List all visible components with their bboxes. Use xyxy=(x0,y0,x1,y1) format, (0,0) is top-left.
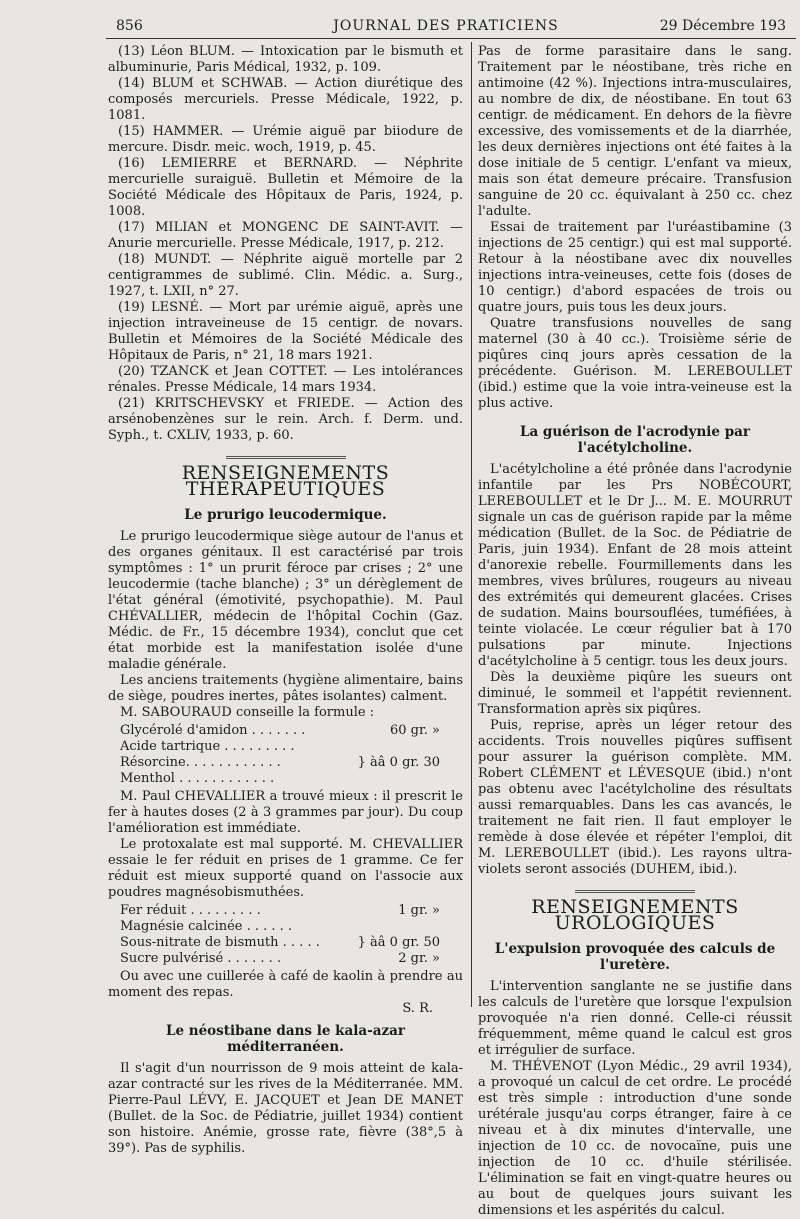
paragraph: M. THÉVENOT (Lyon Médic., 29 avril 1934), a provoqué un calcul de cet ordre. Le procédé est très simple : introduction d'une sonde urétérale jusqu'au corps étranger, faire à ce niveau et à dix minutes d'intervalle, une injection de 10 cc. de novocaïne, puis une injection de 10 cc. d'huile stérilisée. L'élimination se fait en vingt-quatre heures ou au bout de quelques jours suivant les dimensions et les aspérités du calcul. xyxy=(478,1059,792,1218)
formula-row xyxy=(120,755,440,771)
page-header xyxy=(106,14,786,40)
paragraph: Le prurigo leucodermique siège autour de l'anus et des organes génitaux. Il est caractérisé par trois symptômes : 1° un prurit féroce par crises ; 2° une leucodermie (tache blanche) ; 3° un dérèglement de l'état général (émotivité, psychopathie). M. Paul CHÉVALLIER, médecin de l'hôpital Cochin (Gaz. Médic. de Fr., 15 décembre 1934), conclut que cet état morbide est la manifestation isolée d'une maladie générale. xyxy=(108,529,463,672)
formula-row xyxy=(120,723,440,739)
paragraph: L'intervention sanglante ne se justifie dans les calculs de l'uretère que lorsque l'expulsion provoquée n'a rien donné. Celle-ci réussit fréquemment, même quand le calcul est gros et irrégulier de surface. xyxy=(478,979,792,1058)
reference-item: (21) KRITSCHEVSKY et FRIEDE. — Action des arsénobenzènes sur le rein. Arch. f. Derm. und. Syph., t. CXLIV, 1933, p. 60. xyxy=(108,396,463,443)
formula-ingredient: Résorcine. . . . . . . . . . . . xyxy=(120,755,281,770)
article-title: Le néostibane dans le kala-azar méditerranéen. xyxy=(165,1023,406,1055)
article-title: Le prurigo leucodermique. xyxy=(184,507,387,523)
section-title: RENSEIGNEMENTS UROLOGIQUES xyxy=(531,896,739,934)
section-divider xyxy=(226,456,346,459)
formula-ingredient: Sucre pulvérisé . . . . . . . xyxy=(120,951,282,966)
paragraph: Il s'agit d'un nourrisson de 9 mois atteint de kala-azar contracté sur les rives de la Méditerranée. MM. Pierre-Paul LÉVY, E. JACQUET et Jean DE MANET (Bullet. de la Soc. de Pédiatrie, juillet 1934) contient son histoire. Anémie, grosse rate, fièvre (38°,5 à 39°). Pas de syphilis. xyxy=(108,1061,463,1156)
formula xyxy=(120,903,463,967)
journal-title: JOURNAL DES PRATICIENS xyxy=(333,18,559,34)
formula-ingredient: Glycérolé d'amidon . . . . . . . xyxy=(120,723,306,738)
formula-row xyxy=(120,903,440,919)
formula-dose: } àâ 0 gr. 30 xyxy=(357,755,440,770)
reference-item: (19) LESNÉ. — Mort par urémie aiguë, après une injection intraveineuse de 15 centigr. de novars. Bulletin et Mémoires de la Société Médicale des Hôpitaux de Paris, n° 21, 18 mars 1921. xyxy=(108,300,463,363)
reference-list xyxy=(108,44,463,444)
section-title: RENSEIGNEMENTS THÉRAPEUTIQUES xyxy=(181,462,390,500)
issue-date: 29 Décembre 193 xyxy=(659,18,786,34)
paragraph: M. Paul CHEVALLIER a trouvé mieux : il prescrit le fer à hautes doses (2 à 3 grammes par jour). Du coup l'amélioration est immédiate. xyxy=(108,789,463,836)
formula-ingredient: Magnésie calcinée . . . . . . xyxy=(120,919,293,934)
reference-item: (17) MILIAN et MONGENC DE SAINT-AVIT. — Anurie mercurielle. Presse Médicale, 1917, p. 212. xyxy=(108,220,463,251)
reference-item: (15) HAMMER. — Urémie aiguë par biiodure de mercure. Disdr. meic. woch, 1919, p. 45. xyxy=(108,124,463,155)
paragraph: M. SABOURAUD conseille la formule : xyxy=(120,705,375,720)
paragraph: Puis, reprise, après un léger retour des accidents. Trois nouvelles piqûres suffisent pour assurer la guérison complète. MM. Robert CLÉMENT et LÉVESQUE (ibid.) n'ont pas obtenu avec l'acétylcholine des résultats aussi remarquables. Dans les cas avancés, le traitement ne fait rien. Il faut employer le remède à dose élevée et répéter l'emploi, dit M. LEREBOULLET (ibid.). Les rayons ultra-violets seront associés (DUHEM, ibid.). xyxy=(478,718,792,877)
formula-row xyxy=(120,771,440,787)
formula-row xyxy=(120,739,440,755)
paragraph: Le protoxalate est mal supporté. M. CHEVALLIER essaie le fer réduit en prises de 1 gramme. Ce fer réduit est mieux supporté quand on l'associe aux poudres magnésobismuthées. xyxy=(108,837,463,900)
paragraph: L'acétylcholine a été prônée dans l'acrodynie infantile par les Prs NOBÉCOURT, LEREBOULLET et le Dr J... M. E. MOURRUT signale un cas de guérison rapide par la même médication (Bullet. de la Soc. de Pédiatrie de Paris, juin 1934). Enfant de 28 mois atteint d'anorexie rebelle. Fourmillements dans les membres, vives brûlures, rougeurs au niveau des extrémités qui demeurent glacées. Crises de sudation. Mains boursouflées, tuméfiées, à teinte violacée. Le cœur régulier bat à 170 pulsations par minute. Injections d'acétylcholine à 5 centigr. tous les deux jours. xyxy=(478,462,792,669)
author-signature: S. R. xyxy=(402,1001,433,1016)
paragraph: Les anciens traitements (hygiène alimentaire, bains de siège, poudres inertes, pâtes isolantes) calment. xyxy=(108,673,463,704)
formula-ingredient: Acide tartrique . . . . . . . . . xyxy=(120,739,295,754)
paragraph: Quatre transfusions nouvelles de sang maternel (30 à 40 cc.). Troisième série de piqûres cinq jours après cessation de la précédente. Guérison. M. LEREBOULLET (ibid.) estime que la voie intra-veineuse est la plus active. xyxy=(478,316,792,411)
reference-item: (16) LEMIERRE et BERNARD. — Néphrite mercurielle suraiguë. Bulletin et Mémoire de la Société Médicale des Hôpitaux de Paris, 1924, p. 1008. xyxy=(108,156,463,219)
paragraph: Dès la deuxième piqûre les sueurs ont diminué, le sommeil et l'appétit reviennent. Transformation après six piqûres. xyxy=(478,670,792,717)
formula-ingredient: Menthol . . . . . . . . . . . . xyxy=(120,771,275,786)
page-number: 856 xyxy=(116,18,143,34)
formula-dose: 1 gr. » xyxy=(398,903,440,918)
paragraph: Pas de forme parasitaire dans le sang. Traitement par le néostibane, très riche en antimoine (42 %). Injections intra-musculaires, au nombre de dix, de néostibane. En tout 63 centigr. de médicament. En dehors de la fièvre excessive, des vomissements et de la diarrhée, les deux dernières injections ont été faites à la dose initiale de 5 centigr. L'enfant va mieux, mais son état demeure précaire. Transfusion sanguine de 20 cc. équivalant à 250 cc. chez l'adulte. xyxy=(478,44,792,219)
formula-row xyxy=(120,935,440,951)
formula-row xyxy=(120,951,440,967)
formula-ingredient: Fer réduit . . . . . . . . . xyxy=(120,903,261,918)
reference-item: (13) Léon BLUM. — Intoxication par le bismuth et albuminurie, Paris Médical, 1932, p. 109. xyxy=(108,44,463,75)
article-title: La guérison de l'acrodynie par l'acétylcholine. xyxy=(519,424,751,456)
formula-dose: 2 gr. » xyxy=(398,951,440,966)
reference-item: (20) TZANCK et Jean COTTET. — Les intolérances rénales. Presse Médicale, 14 mars 1934. xyxy=(108,364,463,395)
paragraph: Essai de traitement par l'uréastibamine (3 injections de 25 centigr.) qui est mal supporté. Retour à la néostibane avec dix nouvelles injections intra-veineuses, cette fois (doses de 10 centigr.) d'abord espacées de trois ou quatre jours, puis tous les deux jours. xyxy=(478,220,792,315)
reference-item: (18) MUNDT. — Néphrite aiguë mortelle par 2 centigrammes de sublimé. Clin. Médic. a. Surg., 1927, t. LXII, n° 27. xyxy=(108,252,463,299)
formula xyxy=(120,723,463,787)
reference-item: (14) BLUM et SCHWAB. — Action diurétique des composés mercuriels. Presse Médicale, 1922, p. 1081. xyxy=(108,76,463,123)
formula-dose: } àâ 0 gr. 50 xyxy=(357,935,440,950)
right-column xyxy=(478,44,792,1219)
column-divider xyxy=(471,42,472,1007)
section-divider xyxy=(575,890,695,893)
header-rule xyxy=(106,38,796,39)
paragraph: Ou avec une cuillerée à café de kaolin à prendre au moment des repas. xyxy=(108,969,463,1000)
formula-ingredient: Sous-nitrate de bismuth . . . . . xyxy=(120,935,320,950)
formula-dose: 60 gr. » xyxy=(389,723,440,738)
article-title: L'expulsion provoquée des calculs de l'uretère. xyxy=(494,941,776,973)
formula-row xyxy=(120,919,440,935)
left-column xyxy=(108,44,463,1157)
